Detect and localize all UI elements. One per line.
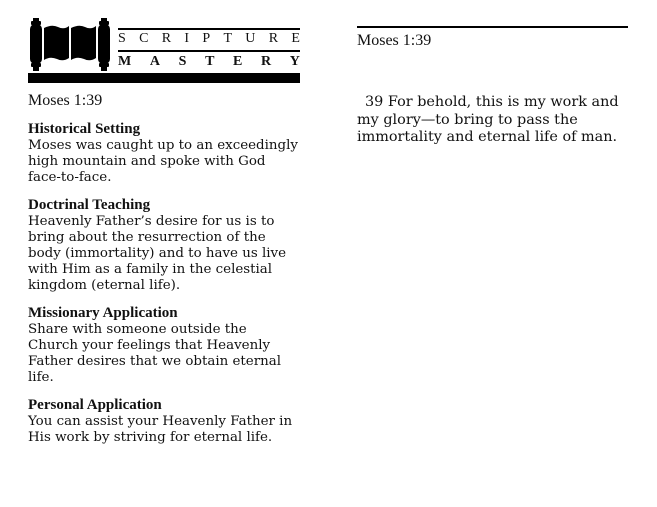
logo-word-scripture (118, 31, 300, 47)
logo-letter: I (184, 31, 190, 46)
header-rule (357, 26, 628, 28)
logo-letter: E (233, 54, 243, 69)
scripture-mastery-logo (28, 18, 300, 84)
section-body: You can assist your Heavenly Father in His work by striving for eternal life. (28, 414, 293, 445)
section-heading: Missionary Application (28, 305, 178, 321)
section-body: Moses was caught up to an exceedingly high mountain and spoke with God face-to-face. (28, 138, 298, 185)
logo-word-mastery (118, 54, 300, 70)
section-heading: Personal Application (28, 397, 162, 413)
card-back (357, 26, 628, 147)
logo-letter: P (202, 31, 211, 46)
verse-number: 39 (365, 94, 384, 110)
section-body: Heavenly Father’s desire for us is to bring about the resurrection of the body (immortality) and to have us live with Him as a family in the celestial kingdom (eternal life). (28, 214, 287, 293)
scroll-icon (30, 18, 110, 72)
verse-text: For behold, this is my work and my glory—to bring to pass the immortality and eternal life of man. (357, 94, 619, 145)
logo-letter: R (268, 31, 279, 46)
logo-letter: R (161, 31, 172, 46)
logo-letter: M (118, 54, 132, 69)
section-body: Share with someone outside the Church your feelings that Heavenly Father desires that we obtain eternal life. (28, 322, 282, 385)
section-doctrinal-teaching (28, 196, 300, 294)
logo-letter: T (205, 54, 215, 69)
logo-letter: S (178, 54, 187, 69)
logo-letter: C (139, 31, 149, 46)
logo-letter: R (261, 54, 272, 69)
section-historical-setting (28, 120, 300, 186)
verse-text-block (357, 94, 628, 147)
logo-letter: T (223, 31, 232, 46)
logo-letter: A (149, 54, 160, 69)
logo-letter: U (245, 31, 256, 46)
logo-letter: Y (289, 54, 300, 69)
section-heading: Doctrinal Teaching (28, 197, 151, 213)
scripture-reference: Moses 1:39 (28, 92, 103, 109)
logo-rule-middle (118, 50, 300, 52)
logo-rule-top (118, 28, 300, 30)
logo-letter: S (118, 31, 126, 46)
logo-letter: E (291, 31, 300, 46)
scripture-reference: Moses 1:39 (357, 32, 432, 49)
card-front (28, 18, 300, 446)
logo-bar-bottom (28, 73, 300, 83)
section-heading: Historical Setting (28, 121, 141, 137)
section-personal-application (28, 396, 300, 446)
section-missionary-application (28, 304, 300, 386)
